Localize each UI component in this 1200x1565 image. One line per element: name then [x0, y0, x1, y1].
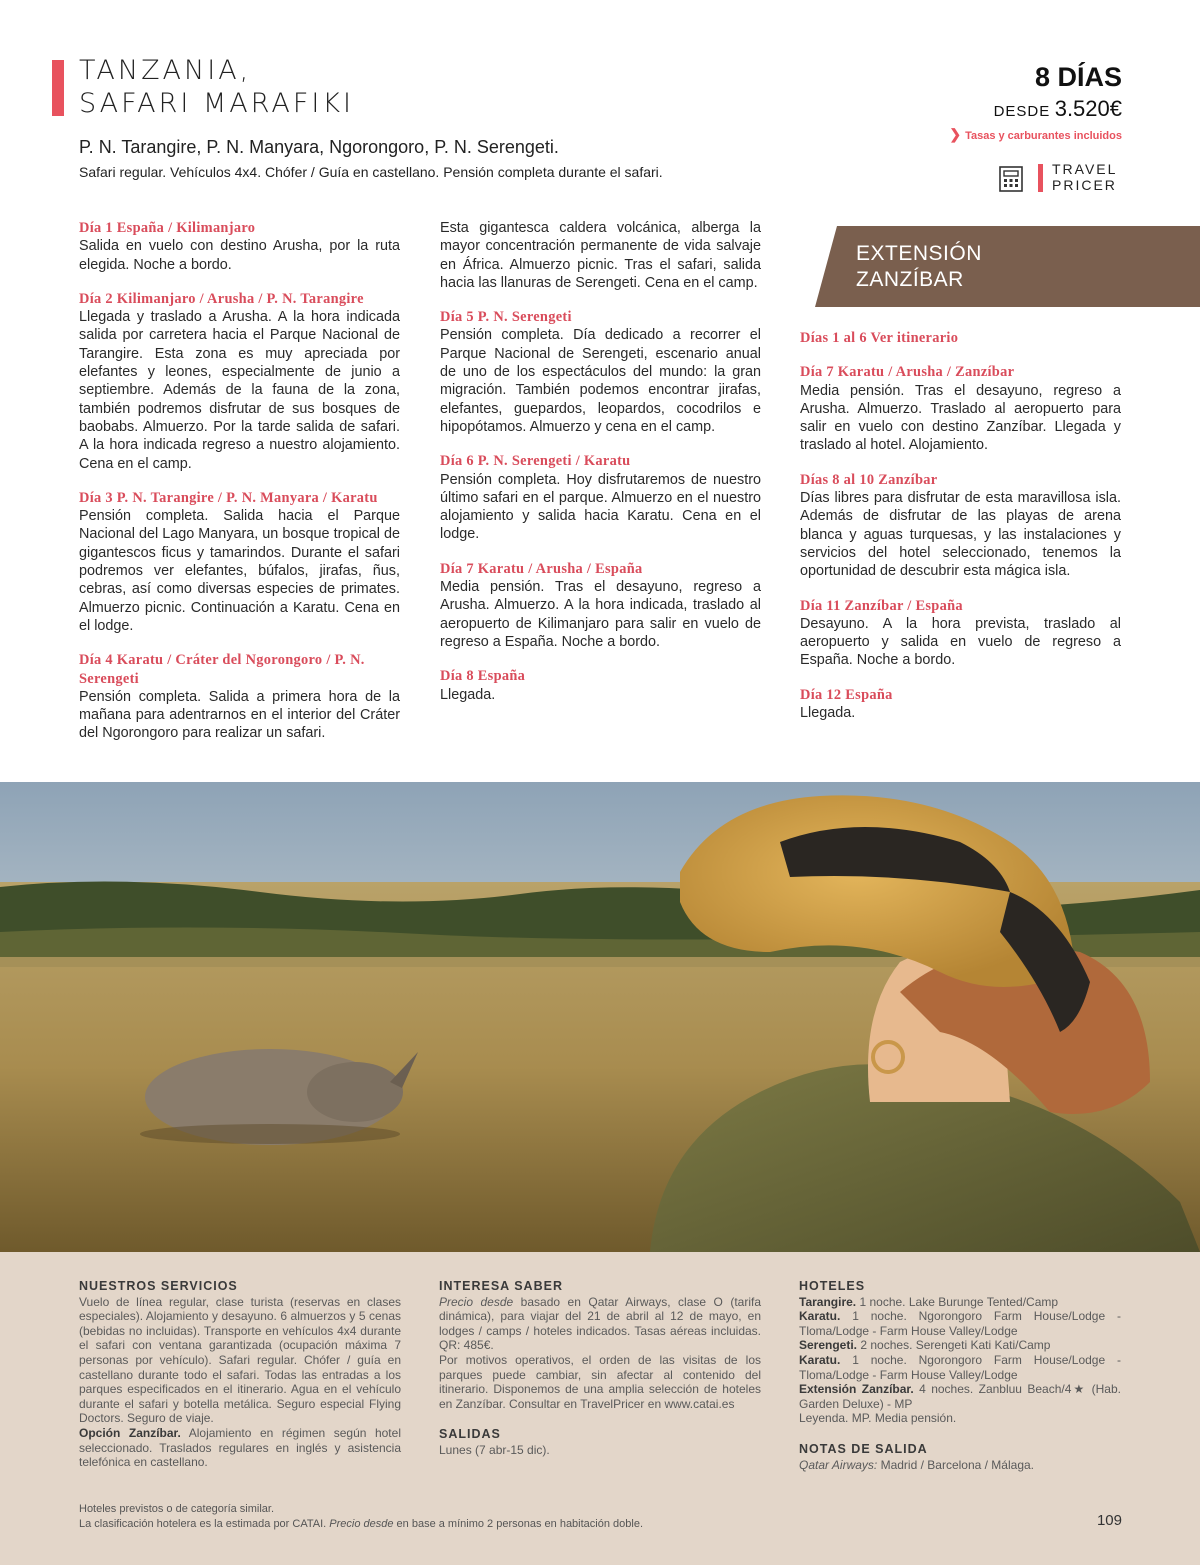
day-text: Pensión completa. Hoy disfrutaremos de nuestro último safari en el parque. Almuerzo en el nuestro alojamiento y salida hacia Karatu. Cena en el lodge.	[440, 471, 761, 543]
chevron-right-icon: ❯	[949, 126, 962, 142]
departure-notes-heading: NOTAS DE SALIDA	[799, 1441, 928, 1456]
title-accent-bar	[52, 60, 64, 116]
travel-pricer-accent-bar	[1038, 164, 1043, 192]
price-info-label: Precio desde	[439, 1294, 514, 1309]
hotel-item	[799, 1295, 1121, 1310]
extension-day	[800, 329, 1121, 347]
day-title: Día 12 España	[800, 686, 893, 703]
day-text: Esta gigantesca caldera volcánica, alberga la mayor concentración permanente de vida salvaje en África. Almuerzo picnic. Tras el safari, salida hacia las llanuras de Serengeti. Cena en el camp.	[440, 220, 761, 291]
day-title: Día 1 España / Kilimanjaro	[79, 220, 256, 236]
travel-pricer-line-2: PRICER	[1052, 177, 1117, 193]
extension-title-line-2: ZANZÍBAR	[856, 268, 964, 291]
hotel-place: Extensión Zanzíbar.	[799, 1382, 914, 1397]
footer-line-2-italic: Precio desde	[329, 1518, 394, 1530]
extension-day	[800, 597, 1121, 670]
day-text: Días libres para disfrutar de esta maravillosa isla. Además de disfrutar de las playas de arena blanca y aguas turquesas, y las instalaciones y servicios del hotel seleccionado, tenemos la oportunidad de descubrir esta mágica isla.	[800, 490, 1121, 580]
itinerary-day	[440, 667, 761, 704]
taxes-label: Tasas y carburantes incluidos	[965, 130, 1122, 142]
extension-day	[800, 686, 1121, 723]
day-title: Días 1 al 6 Ver itinerario	[800, 330, 959, 346]
departure-notes	[799, 1458, 1121, 1473]
info-column	[439, 1279, 761, 1458]
hotel-text: 2 noches. Serengeti Kati Kati/Camp	[857, 1338, 1051, 1353]
price-info	[439, 1295, 761, 1353]
footer-line-2a: La clasificación hotelera es la estimada por CATAI.	[79, 1518, 330, 1530]
day-title: Día 7 Karatu / Arusha / España	[440, 560, 643, 577]
itinerary-day	[440, 560, 761, 651]
day-text: Pensión completa. Día dedicado a recorrer el Parque Nacional de Serengeti, escenario anual de uno de los espectáculos del mundo: la gran migración. También podemos encontrar jirafas, elefantes, guepardos, leopardos, cocodrilos e hipopótamos. Almuerzo y cena en el camp.	[440, 327, 761, 435]
hotel-item	[799, 1353, 1121, 1382]
hotels-heading: HOTELES	[799, 1279, 866, 1293]
extension-day	[800, 363, 1121, 454]
day-title: Día 7 Karatu / Arusha / Zanzíbar	[800, 364, 1015, 381]
day-text: Pensión completa. Salida a primera hora de la mañana para adentrarnos en el interior del Cráter del Ngorongoro para realizar un safari.	[79, 688, 400, 742]
day-text: Pensión completa. Salida hacia el Parque Nacional del Lago Manyara, un bosque tropical de gigantescos ficus y tamarindos. Durante el safari podremos ver elefantes, búfalos, jirafas, ñus, cebras, así como diversas especies de primates. Almuerzo picnic. Continuación a Karatu. Cena en el lodge.	[79, 508, 400, 634]
itinerary-day	[79, 651, 400, 742]
day-text: Salida en vuelo con destino Arusha, por la ruta elegida. Noche a bordo.	[79, 238, 400, 273]
day-title: Día 8 España	[440, 668, 526, 685]
price-info-text: basado en Qatar Airways, clase O (tarifa dinámica), para viajar del 21 de abril al 12 de mayo, en lodges / camps / hoteles indicados. Tasas aéreas incluidas. QR: 485€.	[439, 1294, 762, 1353]
extension-title-line-1: EXTENSIÓN	[856, 242, 982, 265]
day-title: Días 8 al 10 Zanzíbar	[800, 471, 938, 488]
hotel-item	[799, 1338, 1121, 1353]
day-text: Media pensión. Tras el desayuno, regreso a Arusha. Almuerzo. A la hora indicada, traslado al aeropuerto de Kilimanjaro para salir en vuelo de regreso a España. Noche a bordo.	[440, 579, 761, 650]
itinerary-day	[440, 308, 761, 436]
price-from-label: DESDE	[993, 103, 1051, 120]
itinerary-day	[79, 489, 400, 635]
departures-heading: SALIDAS	[439, 1427, 501, 1442]
hotel-text: 1 noche. Ngorongoro Farm House/Lodge - Tloma/Lodge - Farm House Valley/Lodge	[799, 1309, 1121, 1338]
day-text: Llegada y traslado a Arusha. A la hora indicada salida por carretera hacia el Parque Nacional de Tarangire. Esta zona es muy apreciada por elefantes y leones, especialmente de junio a septiembre. Además de la fauna de la zona, también podremos disfrutar de sus bosques de baobabs. Almuerzo. Por la tarde salida de safari. A la hora indicada regreso a nuestro alojamiento. Cena en el camp.	[79, 309, 400, 472]
itinerary-day	[79, 290, 400, 473]
day-text: Desayuno. A la hora prevista, traslado al aeropuerto y salida en vuelo de regreso a España. Noche a bordo.	[800, 615, 1121, 669]
hotel-text: 1 noche. Ngorongoro Farm House/Lodge - Tloma/Lodge - Farm House Valley/Lodge	[799, 1352, 1121, 1382]
day-title: Día 5 P. N. Serengeti	[440, 309, 572, 326]
extension-title	[856, 241, 982, 293]
hotel-item	[799, 1309, 1121, 1338]
hotel-place: Karatu.	[799, 1352, 841, 1367]
itinerary-day	[440, 452, 761, 543]
zanzibar-option	[79, 1426, 401, 1470]
hotel-place: Serengeti.	[799, 1338, 858, 1353]
day-text: Llegada.	[800, 705, 856, 722]
day-title: Día 2 Kilimanjaro / Arusha / P. N. Tarangire	[79, 290, 364, 307]
title-line-2: SAFARI MARAFIKI	[79, 88, 355, 119]
itinerary-day	[79, 219, 400, 274]
info-heading: INTERESA SABER	[439, 1279, 563, 1293]
footer-line-1: Hoteles previstos o de categoría similar.	[79, 1503, 275, 1515]
page-title	[79, 54, 354, 120]
hotel-text: 4 noches. Zanbluu Beach/4★ (Hab. Garden Deluxe) - MP	[799, 1382, 1121, 1411]
page-number: 109	[1096, 1512, 1122, 1529]
trip-description: Safari regular. Vehículos 4x4. Chófer / Guía en castellano. Pensión completa durante el safari.	[79, 164, 663, 180]
hotel-place: Karatu.	[799, 1309, 841, 1324]
day-text: Llegada.	[440, 686, 496, 703]
services-text: Vuelo de línea regular, clase turista (reservas en clases especiales). Alojamiento y desayuno. 6 almuerzos y 5 cenas (bebidas no incluidas). Transporte en vehículos 4x4 durante el safari con ventana garantizada (ocupación máxima 7 personas por vehículo). Safari regular. Chófer / guía en castellano durante todo el safari. Todas las entradas a los parques especificados en el itinerario. Agua en el vehículo durante el safari y botella metálica. Seguro especial Flying Doctors. Seguro de viaje.	[79, 1294, 401, 1426]
extension-day	[800, 471, 1121, 581]
hotels-column	[799, 1279, 1121, 1472]
travel-pricer-logo[interactable]	[1052, 161, 1117, 193]
day-text: Media pensión. Tras el desayuno, regreso a Arusha. Almuerzo. Traslado al aeropuerto para salir en vuelo con destino Zanzíbar. Llegada y traslado al hotel. Alojamiento.	[800, 382, 1121, 454]
day-title: Día 3 P. N. Tarangire / P. N. Manyara / Karatu	[79, 489, 378, 506]
footer-notes	[79, 1502, 643, 1532]
hotel-item	[799, 1382, 1121, 1411]
footer-line-2b: en base a mínimo 2 personas en habitación doble.	[393, 1518, 643, 1530]
day-title: Día 6 P. N. Serengeti / Karatu	[440, 453, 631, 470]
taxes-note	[949, 126, 1122, 143]
travel-pricer-line-1: TRAVEL	[1052, 161, 1118, 177]
departure-notes-text: Madrid / Barcelona / Málaga.	[877, 1457, 1034, 1472]
itinerary-column-1	[79, 219, 400, 759]
hotel-text: 1 noche. Lake Burunge Tented/Camp	[856, 1294, 1059, 1309]
day-title: Día 4 Karatu / Cráter del Ngorongoro / P. N. Serengeti	[79, 652, 365, 687]
route-subtitle: P. N. Tarangire, P. N. Manyara, Ngorongoro, P. N. Serengeti.	[79, 137, 559, 157]
day-title: Día 11 Zanzíbar / España	[800, 597, 963, 614]
trip-duration: 8 DÍAS	[1034, 62, 1122, 92]
zanzibar-option-text: Alojamiento en régimen según hotel seleccionado. Traslados regulares en inglés y asistencia telefónica en castellano.	[79, 1425, 401, 1470]
zanzibar-option-label: Opción Zanzíbar.	[79, 1425, 181, 1440]
hotel-place: Tarangire.	[799, 1294, 857, 1309]
title-line-1: TANZANIA,	[79, 55, 252, 86]
departures-text: Lunes (7 abr-15 dic).	[439, 1442, 550, 1457]
departure-notes-airline: Qatar Airways:	[799, 1457, 878, 1472]
operational-notes: Por motivos operativos, el orden de las visitas de los parques puede cambiar, sin afectar al contenido del itinerario. Disponemos de una amplia selección de hoteles en Zanzíbar. Consultar en TravelPricer en www.catai.es	[439, 1352, 761, 1411]
price-line	[994, 96, 1122, 122]
itinerary-continuation	[440, 219, 761, 292]
safari-photo	[0, 782, 1200, 1252]
itinerary-column-2	[440, 219, 761, 720]
extension-column	[800, 329, 1121, 738]
hotel-legend: Leyenda. MP. Media pensión.	[799, 1411, 957, 1426]
calculator-icon	[999, 166, 1023, 192]
services-column	[79, 1279, 401, 1470]
price-value: 3.520€	[1054, 96, 1122, 121]
services-heading: NUESTROS SERVICIOS	[79, 1279, 238, 1293]
